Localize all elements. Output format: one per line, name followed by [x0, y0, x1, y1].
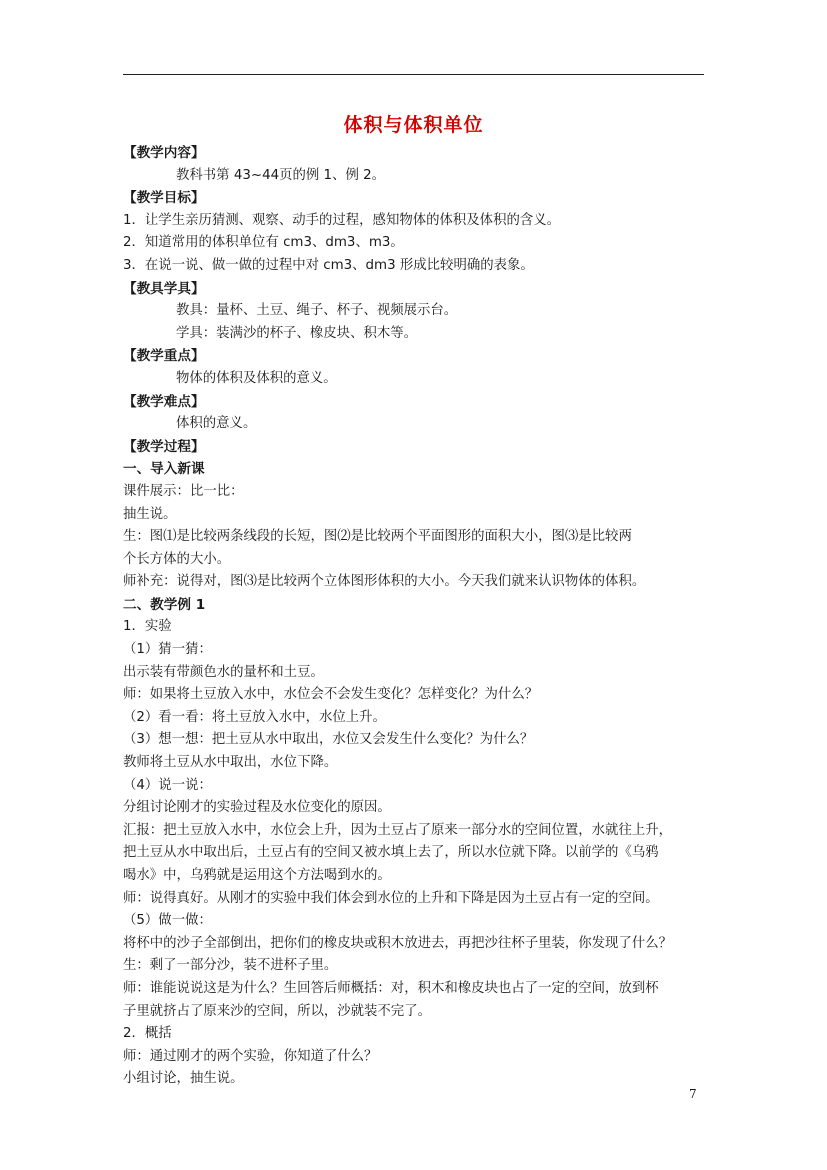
text-line: （5）做一做： — [123, 913, 212, 929]
text-line: 抽生说。 — [123, 506, 177, 522]
text-line: 1．实验 — [123, 619, 172, 635]
section-heading: 【教学重点】 — [123, 348, 205, 365]
text-line: 喝水》中，乌鸦就是运用这个方法喝到水的。 — [123, 868, 391, 883]
text-line: 生：图⑴是比较两条线段的长短，图⑵是比较两个平面图形的面积大小，图⑶是比较两 — [123, 529, 632, 545]
section-heading: 【教具学具】 — [123, 280, 205, 297]
text-line: 教师将土豆从水中取出，水位下降。 — [123, 755, 338, 771]
text-line: 子里就挤占了原来沙的空间，所以，沙就装不完了。 — [123, 1003, 431, 1019]
text-line: 师：通过刚才的两个实验，你知道了什么？ — [123, 1048, 378, 1064]
text-line: 物体的体积及体积的意义。 — [176, 370, 337, 386]
text-line: 师补充：说得对，图⑶是比较两个立体图形体积的大小。今天我们就来认识物体的体积。 — [123, 574, 646, 590]
section-heading: 【教学难点】 — [123, 393, 205, 410]
text-line: 3．在说一说、做一做的过程中对 cm3、dm3 形成比较明确的表象。 — [123, 257, 534, 273]
page-title: 体积与体积单位 — [343, 114, 484, 136]
section-heading: 【教学过程】 — [123, 438, 205, 455]
text-line: （2）看一看：将土豆放入水中，水位上升。 — [123, 709, 386, 725]
text-line: 1．让学生亲历猜测、观察、动手的过程，感知物体的体积及体积的含义。 — [123, 212, 561, 228]
section-heading: 二、教学例 1 — [123, 596, 206, 613]
document-body — [123, 142, 707, 1091]
text-line: 体积的意义。 — [176, 416, 257, 432]
text-line: 课件展示：比一比： — [123, 483, 244, 499]
text-line: 将杯中的沙子全部倒出，把你们的橡皮块或积木放进去，再把沙往杯子里装，你发现了什么？ — [123, 935, 673, 951]
header-rule — [123, 74, 704, 75]
text-line: 生：剩了一部分沙，装不进杯子里。 — [123, 958, 338, 974]
text-line: 出示装有带颜色水的量杯和土豆。 — [123, 664, 324, 680]
page-number: 7 — [689, 1087, 697, 1101]
text-line: （1）猜一猜： — [123, 642, 212, 658]
text-line: 把土豆从水中取出后，土豆占有的空间又被水填上去了，所以水位就下降。以前学的《乌鸦 — [123, 845, 659, 861]
text-line: 分组讨论刚才的实验过程及水位变化的原因。 — [123, 800, 391, 816]
section-heading: 【教学内容】 — [123, 145, 205, 161]
text-line: 师：如果将土豆放入水中，水位会不会发生变化？怎样变化？为什么？ — [123, 687, 539, 703]
text-line: 学具：装满沙的杯子、橡皮块、积木等。 — [176, 325, 418, 341]
text-line: 2．概括 — [123, 1026, 172, 1042]
text-line: 汇报：把土豆放入水中，水位会上升，因为土豆占了原来一部分水的空间位置，水就往上升， — [123, 822, 673, 838]
text-line: 教具：量杯、土豆、绳子、杯子、视频展示台。 — [176, 303, 458, 319]
section-heading: 一、导入新课 — [123, 461, 205, 478]
text-line: 小组讨论，抽生说。 — [123, 1071, 244, 1087]
text-line: 个长方体的大小。 — [123, 551, 231, 567]
text-line: （4）说一说： — [123, 777, 212, 793]
text-line: 2．知道常用的体积单位有 cm3、dm3、m3。 — [123, 235, 404, 251]
section-heading: 【教学目标】 — [123, 190, 205, 207]
text-line: （3）想一想：把土豆从水中取出，水位又会发生什么变化？为什么？ — [123, 732, 534, 748]
text-line: 师：谁能说说这是为什么？生回答后师概括：对，积木和橡皮块也占了一定的空间，放到杯 — [123, 980, 659, 996]
text-line: 师：说得真好。从刚才的实验中我们体会到水位的上升和下降是因为土豆占有一定的空间。 — [123, 890, 659, 906]
text-line: 教科书第 43~44页的例 1、例 2。 — [176, 167, 386, 183]
